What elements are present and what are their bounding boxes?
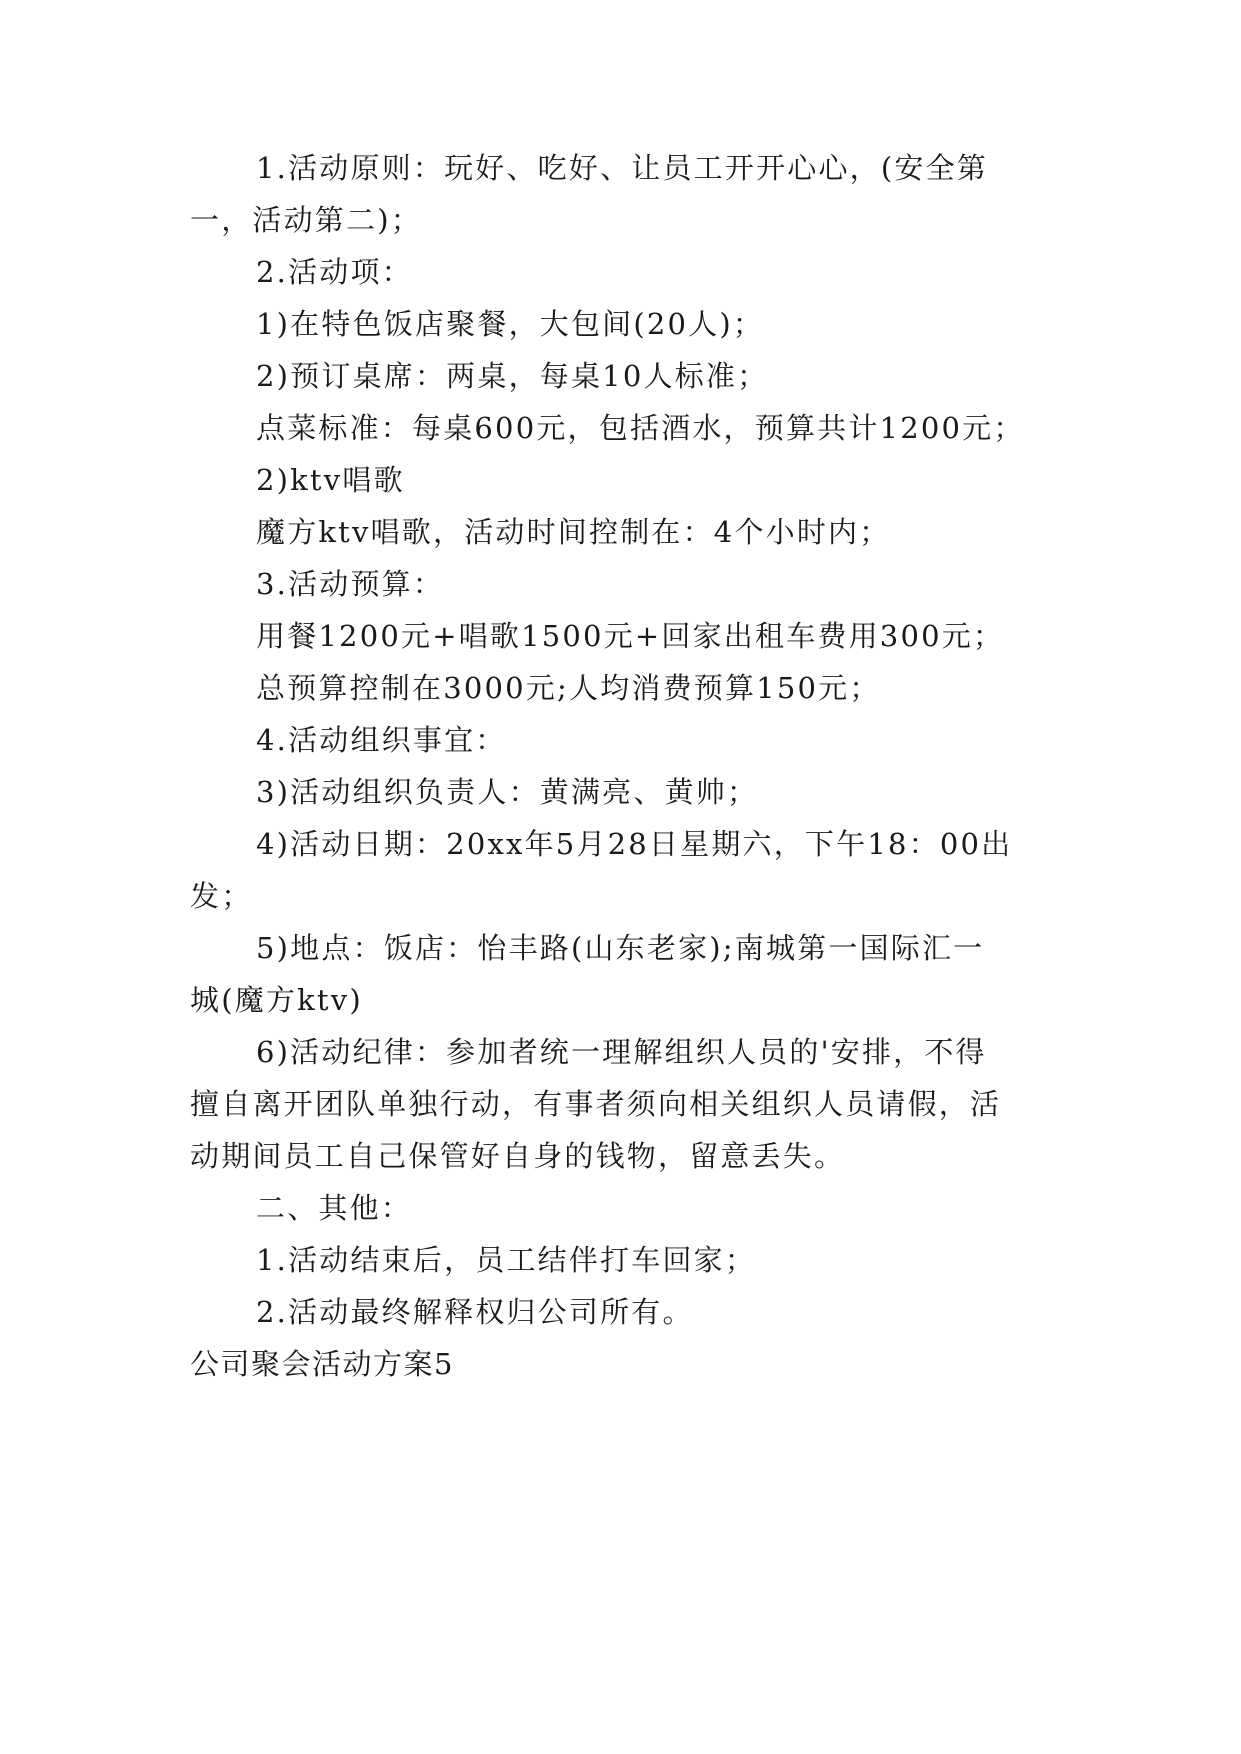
paragraph-line: 4)活动日期：20xx年5月28日星期六，下午18：00出 [256, 827, 1013, 861]
section-title: 公司聚会活动方案5 [190, 1347, 454, 1381]
paragraph-line: 一，活动第二)； [190, 203, 422, 237]
paragraph-line: 动期间员工自己保管好自身的钱物，留意丢失。 [190, 1139, 846, 1173]
paragraph-line: 6)活动纪律：参加者统一理解组织人员的'安排，不得 [256, 1035, 987, 1069]
paragraph-line: 3.活动预算： [256, 567, 445, 601]
paragraph-line: 3)活动组织负责人：黄满亮、黄帅； [256, 775, 759, 809]
paragraph-line: 1.活动结束后，员工结伴打车回家； [256, 1243, 757, 1277]
paragraph-line: 用餐1200元+唱歌1500元+回家出租车费用300元； [256, 619, 1005, 653]
paragraph-line: 4.活动组织事宜： [256, 723, 507, 757]
paragraph-line: 2.活动项： [256, 255, 413, 289]
paragraph-line: 1.活动原则：玩好、吃好、让员工开开心心，(安全第 [256, 151, 988, 185]
paragraph-line: 二、其他： [256, 1191, 413, 1225]
paragraph-line: 1)在特色饭店聚餐，大包间(20人)； [256, 307, 765, 341]
paragraph-line: 发； [190, 879, 253, 913]
paragraph-line: 2)ktv唱歌 [256, 463, 405, 497]
paragraph-line: 魔方ktv唱歌，活动时间控制在：4个小时内； [256, 515, 891, 549]
paragraph-line: 城(魔方ktv) [190, 983, 363, 1017]
paragraph-line: 擅自离开团队单独行动，有事者须向相关组织人员请假，活 [190, 1087, 1002, 1121]
paragraph-line: 2.活动最终解释权归公司所有。 [256, 1295, 694, 1329]
paragraph-line: 2)预订桌席：两桌，每桌10人标准； [256, 359, 769, 393]
paragraph-line: 5)地点：饭店：怡丰路(山东老家);南城第一国际汇一 [256, 931, 985, 965]
paragraph-line: 总预算控制在3000元;人均消费预算150元； [256, 671, 881, 705]
paragraph-line: 点菜标准：每桌600元，包括酒水，预算共计1200元； [256, 411, 1025, 445]
